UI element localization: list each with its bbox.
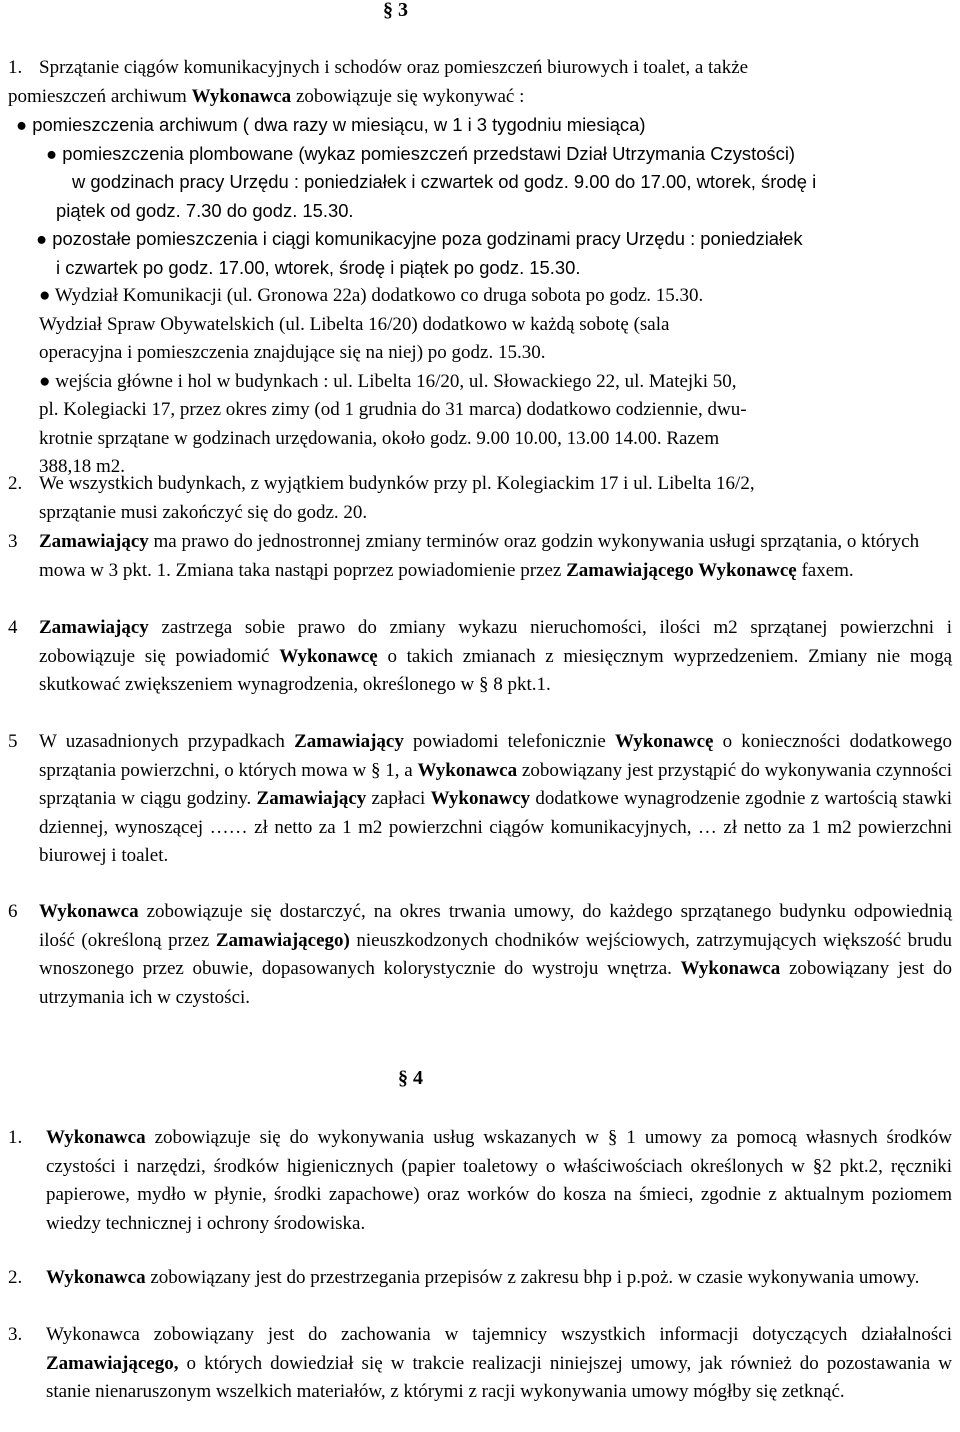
text-line: sprzątanie musi zakończyć się do godz. 20. bbox=[39, 501, 368, 523]
point-number: 4 bbox=[8, 617, 18, 638]
text-fragment: o takich zmianach z miesięcznym wyprzedzeniem. Zmiany nie mogą skutkować zwiększeniem wynagrodzenia, określonego w § 8 pkt.1. bbox=[39, 645, 953, 695]
text-fragment: zobowiązany jest przystąpić do wykonywania czynności sprzątania w ciągu godziny. bbox=[39, 759, 953, 809]
party-name-contractor: Wykonawca bbox=[417, 759, 518, 781]
section-3-point-2 bbox=[0, 470, 960, 527]
text-line: piątek od godz. 7.30 do godz. 15.30. bbox=[56, 199, 354, 221]
text-fragment: powiadomi telefonicznie bbox=[413, 731, 606, 752]
point-number: 1. bbox=[8, 1127, 23, 1148]
text-line: w godzinach pracy Urzędu : poniedziałek i czwartek od godz. 9.00 do 17.00, wtorek, środę i bbox=[72, 171, 817, 192]
text-fragment: zobowiązuje się wykonywać : bbox=[295, 85, 525, 107]
section-3-point-3 bbox=[0, 528, 960, 585]
text-fragment: pomieszczeń archiwum bbox=[8, 85, 187, 107]
text-fragment: zobowiązany jest do przestrzegania przepisów z zakresu bhp i p.poż. w czasie wykonywania umowy. bbox=[150, 1267, 920, 1288]
party-name-contractor: Wykonawcę bbox=[279, 645, 378, 667]
text-fragment: zobowiązuje się do wykonywania usług wskazanych w § 1 umowy za pomocą własnych środków czystości i narzędzi, środków higienicznych (papier toaletowy o właściwościach określonych w §2 pkt.2, ręczniki papierowe, mydło w płynie, środki zapachowe) oraz worków do kosza na śmieci, zgodnie z aktualnym poziomem wiedzy technicznej i ochrony środowiska. bbox=[46, 1127, 952, 1234]
text-fragment: Wykonawca zobowiązany jest do zachowania w tajemnicy wszystkich informacji dotyczących działalności bbox=[46, 1324, 952, 1345]
party-name-client: Zamawiający bbox=[39, 617, 149, 638]
text-line: Sprzątanie ciągów komunikacyjnych i schodów oraz pomieszczeń biurowych i toalet, a także bbox=[39, 57, 749, 78]
party-name-contractor: Wykonawcy bbox=[430, 788, 531, 809]
point-number: 3. bbox=[8, 1324, 23, 1345]
section-4-point-2 bbox=[0, 1264, 960, 1293]
point-number: 1. bbox=[8, 57, 23, 78]
party-name-contractor: Wykonawca bbox=[46, 1267, 146, 1288]
text-fragment: zastrzega sobie prawo do zmiany wykazu nieruchomości, ilości m2 sprzątanej powierzchni i zobowiązuje się powiadomić bbox=[39, 617, 953, 667]
text-line: operacyjna i pomieszczenia znajdujące się na niej) po godz. 15.30. bbox=[39, 342, 546, 363]
text-fragment: faxem. bbox=[801, 559, 854, 581]
party-name-client: Zamawiający bbox=[256, 788, 367, 809]
section-3-heading: § 3 bbox=[383, 0, 408, 21]
text-line: i czwartek po godz. 17.00, wtorek, środę i piątek po godz. 15.30. bbox=[56, 256, 581, 278]
text-fragment: o których dowiedział się w trakcie realizacji niniejszej umowy, jak również do pozostawania w stanie nienaruszonym wszelkich materiałów, z którymi z racji wykonywania umowy mógłby się zetknąć. bbox=[46, 1352, 953, 1402]
section-3-point-5 bbox=[0, 728, 960, 871]
text-fragment: W uzasadnionych przypadkach bbox=[39, 731, 285, 752]
bullet-communication-dept: ● Wydział Komunikacji (ul. Gronowa 22a) dodatkowo co druga sobota po godz. 15.30. bbox=[39, 285, 704, 306]
text-line: krotnie sprzątane w godzinach urzędowania, około godz. 9.00 10.00, 13.00 14.00. Razem bbox=[39, 427, 720, 449]
party-name-client: Zamawiający bbox=[39, 531, 149, 552]
point-number: 2. bbox=[8, 473, 23, 494]
bullet-sealed-rooms: ● pomieszczenia plombowane (wykaz pomieszczeń przedstawi Dział Utrzymania Czystości) bbox=[46, 142, 796, 164]
text-fragment: dodatkowe wynagrodzenie zgodnie z wartością stawki dziennej, wynoszącej …… zł netto za 1 m2 powierzchni ciągów komunikacyjnych, … zł netto za 1 m2 powierzchni biurowej i toalet. bbox=[39, 788, 952, 866]
text-fragment: ma prawo do jednostronnej zmiany terminów oraz godzin wykonywania usługi sprzątania, o których mowa w 3 pkt. 1. Zmiana taka nastąpi poprzez powiadomienie przez bbox=[39, 531, 920, 581]
point-number: 5 bbox=[8, 731, 18, 752]
text-fragment: zapłaci bbox=[371, 788, 426, 809]
section-3-point-6 bbox=[0, 898, 960, 1012]
text-fragment: nieuszkodzonych chodników wejściowych, zatrzymujących większość brudu wnoszonego przez obuwie, dopasowanych kolorystycznie do wystroju wnętrza. bbox=[39, 929, 952, 979]
point-number: 6 bbox=[8, 901, 18, 922]
bullet-archive: ● pomieszczenia archiwum ( dwa razy w miesiącu, w 1 i 3 tygodniu miesiąca) bbox=[16, 114, 646, 135]
text-line: Wydział Spraw Obywatelskich (ul. Libelta 16/20) dodatkowo w każdą sobotę (sala bbox=[39, 313, 670, 335]
party-name-client: Zamawiający bbox=[294, 731, 404, 752]
text-fragment: o konieczności dodatkowego sprzątania powierzchni, o których mowa w § 1, a bbox=[39, 731, 953, 781]
party-names: Zamawiającego Wykonawcę bbox=[566, 559, 797, 581]
text-line: 388,18 m2. bbox=[39, 456, 126, 477]
party-name-contractor: Wykonawca bbox=[680, 958, 781, 979]
section-4-heading: § 4 bbox=[398, 1067, 423, 1089]
point-number: 2. bbox=[8, 1267, 23, 1288]
section-4-point-3 bbox=[0, 1321, 960, 1407]
text-line: We wszystkich budynkach, z wyjątkiem budynków przy pl. Kolegiackim 17 i ul. Libelta 16/2, bbox=[39, 473, 755, 494]
bullet-other-rooms: ● pozostałe pomieszczenia i ciągi komunikacyjne poza godzinami pracy Urzędu : poniedziałek bbox=[36, 228, 803, 249]
party-name-contractor: Wykonawca bbox=[46, 1127, 146, 1148]
text-fragment: zobowiązany jest do utrzymania ich w czystości. bbox=[39, 958, 952, 1008]
party-name-contractor: Wykonawca bbox=[191, 85, 292, 107]
section-4-point-1 bbox=[0, 1124, 960, 1238]
party-name-contractor: Wykonawca bbox=[39, 901, 139, 922]
party-name-client: Zamawiającego) bbox=[215, 929, 350, 951]
text-line: pl. Kolegiacki 17, przez okres zimy (od 1 grudnia do 31 marca) dodatkowo codziennie, dwu- bbox=[39, 399, 747, 420]
text-fragment: zobowiązuje się dostarczyć, na okres trwania umowy, do każdego sprzątanego budynku odpowiednią ilość (określoną przez bbox=[39, 901, 953, 951]
section-3-point-4 bbox=[0, 614, 960, 700]
party-name-client: Zamawiającego, bbox=[46, 1352, 179, 1374]
point-number: 3 bbox=[8, 531, 18, 552]
section-3-point-1 bbox=[0, 54, 960, 482]
party-name-contractor: Wykonawcę bbox=[614, 731, 714, 752]
bullet-entrances: ● wejścia główne i hol w budynkach : ul. Libelta 16/20, ul. Słowackiego 22, ul. Matejki 50, bbox=[39, 370, 737, 392]
